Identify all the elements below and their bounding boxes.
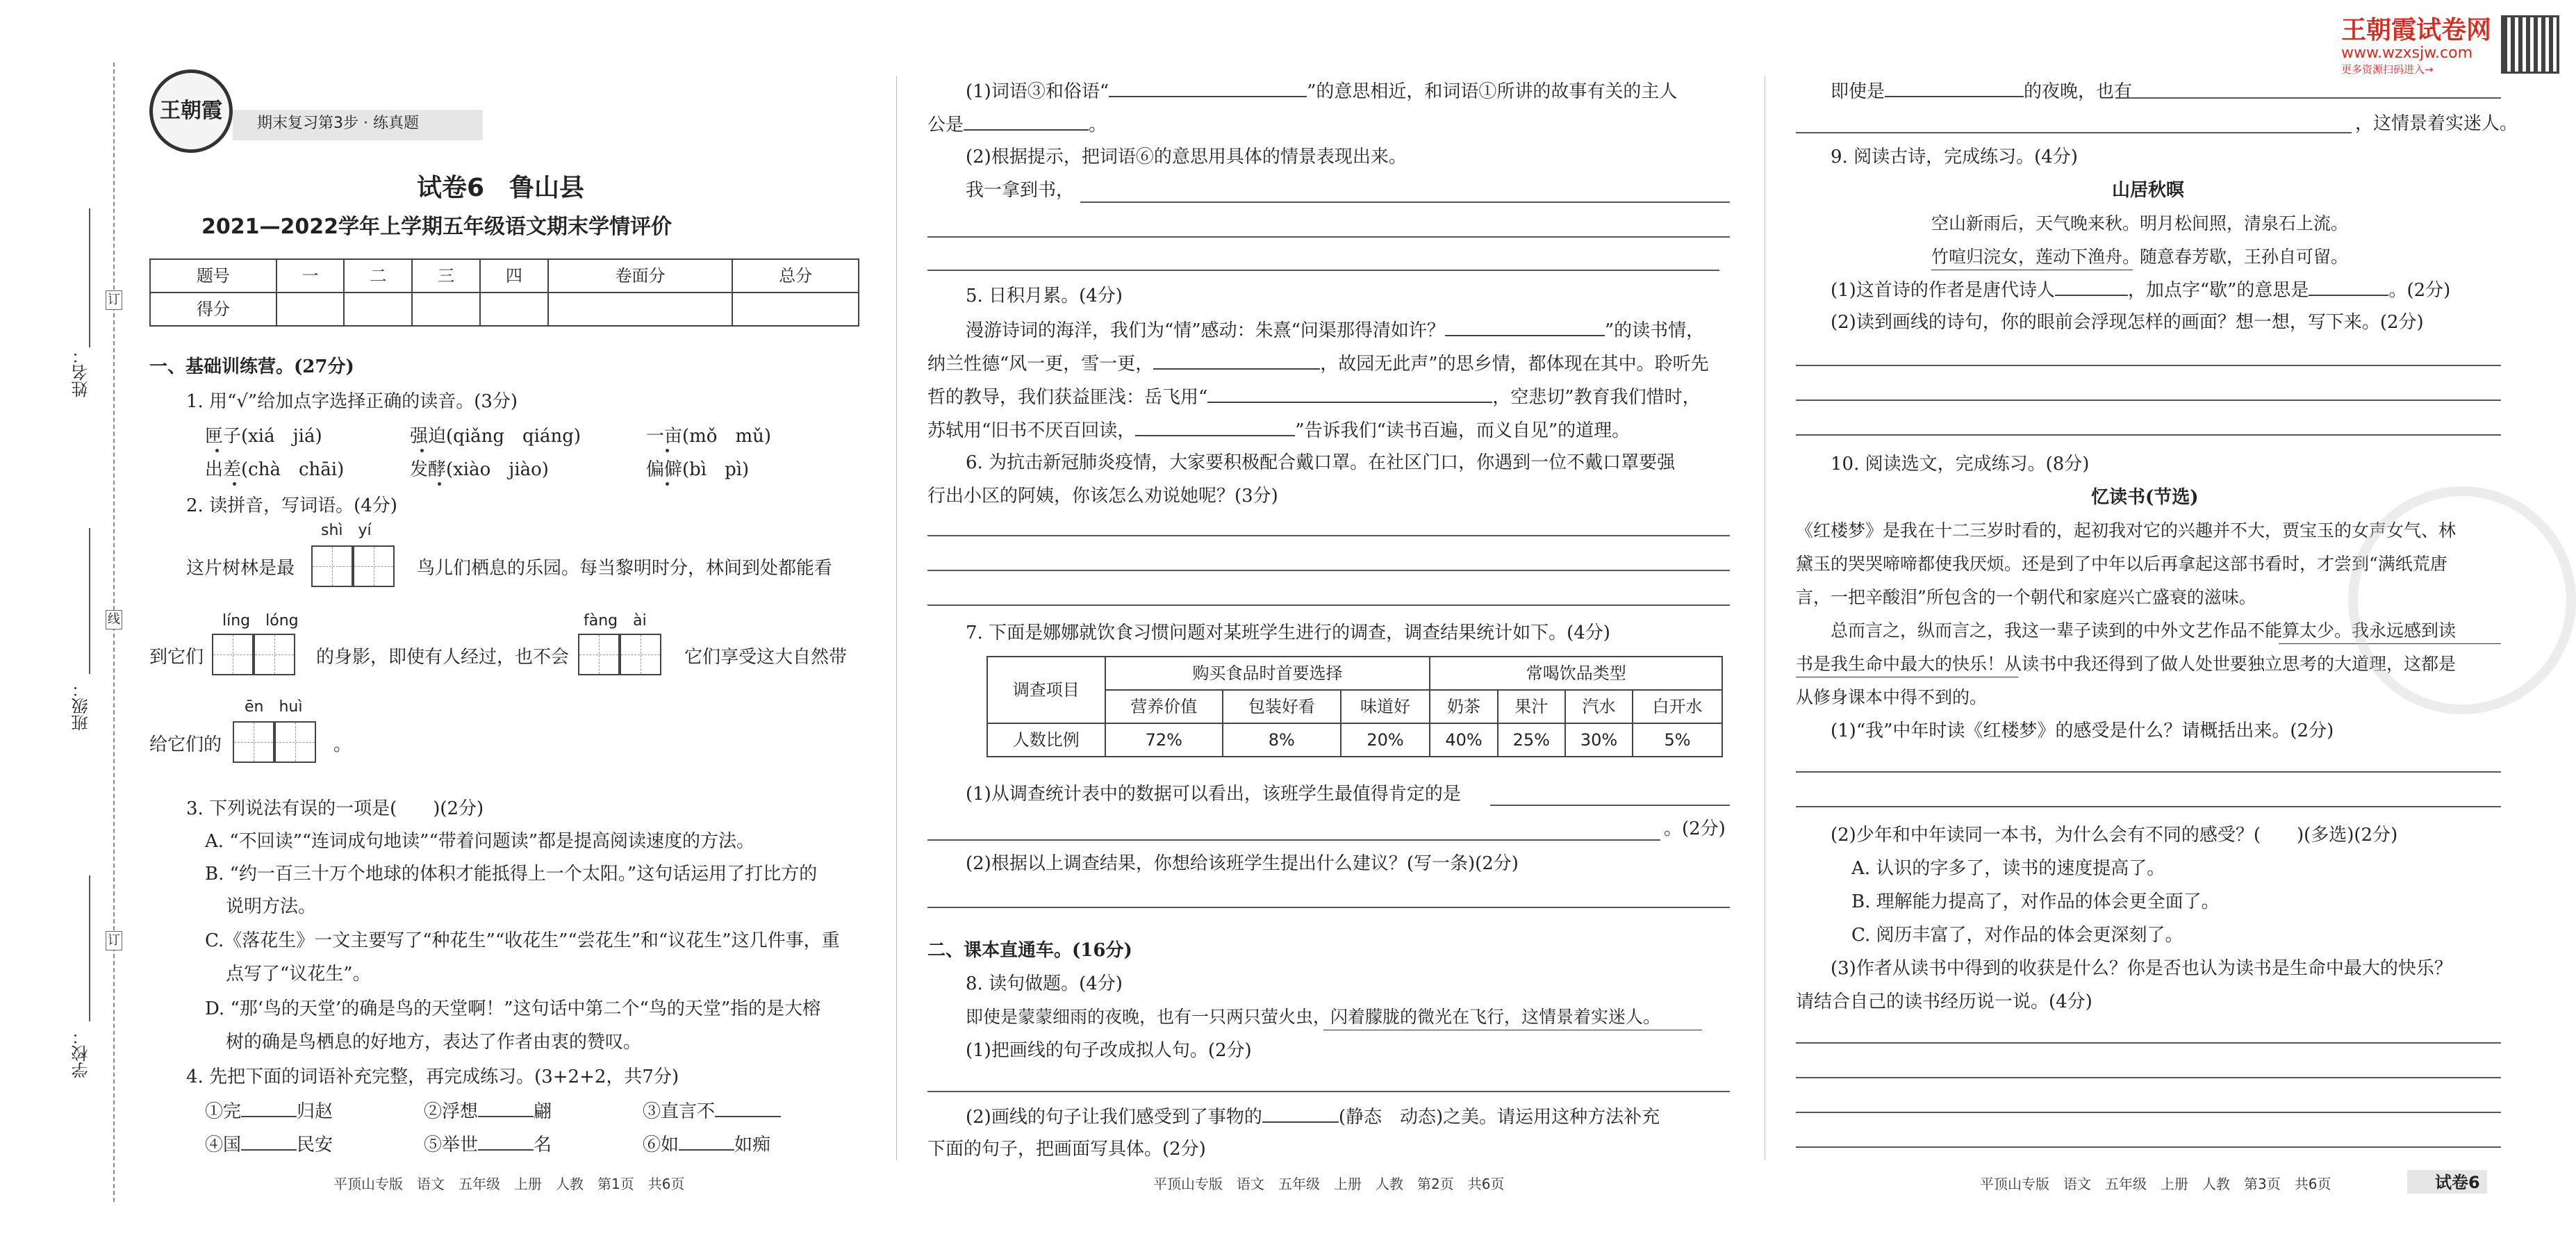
answer-line[interactable] xyxy=(1796,365,2501,366)
q1-item[interactable]: 偏僻(bì pì) xyxy=(646,459,750,480)
text: 漫游诗词的海洋，我们为“情”感动：朱熹“问渠那得清如许？ xyxy=(966,320,1445,341)
q10-prompt: 10. 阅读选文，完成练习。(8分) xyxy=(1831,454,2090,475)
text: 即使是 xyxy=(1831,81,1885,102)
q4-part: 如痴 xyxy=(734,1135,771,1155)
q7-sub1-score: 。(2分) xyxy=(1664,818,1726,839)
answer-line[interactable] xyxy=(927,236,1730,238)
q5-line xyxy=(927,350,1709,378)
passage-line: 《红楼梦》是我在十二三岁时看的，起初我对它的兴趣并不大，贾宝玉的女声女气、林 xyxy=(1796,520,2457,541)
binding-line xyxy=(113,63,115,1202)
school-label: 学校： xyxy=(72,1028,91,1078)
class-label: 班级： xyxy=(72,681,91,731)
q10-sub1: (1)“我”中年时读《红楼梦》的感受是什么？请概括出来。(2分) xyxy=(1831,721,2334,741)
survey-value: 5% xyxy=(1633,723,1722,757)
q10-option-b[interactable]: B. 理解能力提高了，对作品的体会更全面了。 xyxy=(1851,891,2220,912)
ribbon-text: 期末复习第3步 · 练真题 xyxy=(257,115,419,132)
score-cell[interactable] xyxy=(732,293,859,326)
q3-prompt: 3. 下列说法有误的一项是( )(2分) xyxy=(186,798,484,819)
q9-sub2: (2)读到画线的诗句，你的眼前会浮现怎样的画面？想一想，写下来。(2分) xyxy=(1831,312,2424,333)
q7-prompt: 7. 下面是娜娜就饮食习惯问题对某班学生进行的调查，调查结果统计如下。(4分) xyxy=(966,623,1610,643)
q4-part: 归赵 xyxy=(297,1101,333,1122)
answer-line[interactable] xyxy=(927,570,1730,571)
text: (1)词语③和俗语“ xyxy=(966,81,1109,102)
footer-page-1: 平顶山专版 语文 五年级 上册 人教 第1页 共6页 xyxy=(333,1176,685,1192)
passage-line: 从修身课本中得不到的。 xyxy=(1796,687,1988,707)
q5-line xyxy=(927,417,1630,445)
q1-item[interactable]: 匣子(xiá jiá) xyxy=(205,426,322,447)
score-header-cell: 三 xyxy=(412,259,480,293)
text: ”的读书情， xyxy=(1604,320,1705,341)
text: 的夜晚，也有 xyxy=(2024,81,2133,102)
q3-option-a[interactable]: A. “不回读”“连词成句地读”“带着问题读”都是提高阅读速度的方法。 xyxy=(205,831,755,852)
q8-prompt: 8. 读句做题。(4分) xyxy=(966,973,1123,994)
answer-line[interactable] xyxy=(1796,400,2501,401)
q8-sub2-cont: 下面的句子，把画面写具体。(2分) xyxy=(927,1139,1206,1160)
text: ，故园无此声”的思乡情，都体现在其中。聆听先 xyxy=(1320,354,1709,374)
page-title: 试卷6 鲁山县 xyxy=(417,174,585,202)
text: ，加点字“歇”的意思是 xyxy=(2127,280,2309,301)
binding-mark-ding: 订 xyxy=(106,290,122,310)
answer-grid[interactable] xyxy=(311,545,395,587)
brand-url: www.wzxsjw.com xyxy=(2341,44,2473,62)
survey-table xyxy=(986,656,1723,757)
score-header-cell: 题号 xyxy=(150,259,276,293)
pinyin: fàng ài xyxy=(584,612,647,629)
emphasis-dot xyxy=(420,449,424,452)
q4-part: 民安 xyxy=(297,1135,333,1155)
survey-col: 味道好 xyxy=(1341,690,1430,723)
q4-part: ①完 xyxy=(205,1101,242,1122)
page-subtitle: 2021—2022学年上学期五年级语文期末学情评价 xyxy=(201,215,672,239)
survey-group: 常喝饮品类型 xyxy=(1430,657,1722,690)
section2-title: 二、课本直通车。(16分) xyxy=(927,940,1132,961)
answer-line[interactable] xyxy=(927,1091,1730,1092)
q2-text: 。 xyxy=(333,734,352,755)
q8-sub1: (1)把画线的句子改成拟人句。(2分) xyxy=(966,1040,1252,1061)
text: (静态 动态)之美。请运用这种方法补充 xyxy=(1338,1107,1660,1128)
q6-prompt-cont: 行出小区的阿姨，你该怎么劝说她呢？(3分) xyxy=(927,486,1278,507)
answer-line[interactable] xyxy=(1796,806,2501,807)
q7-sub1: (1)从调查统计表中的数据可以看出，该班学生最值得肯定的是 xyxy=(966,784,1461,805)
watermark-seal xyxy=(2348,486,2576,714)
q3-option-d[interactable]: D. “那‘鸟的天堂’的确是鸟的天堂啊！”这句话中第二个“鸟的天堂”指的是大榕 xyxy=(205,998,821,1019)
q5-line xyxy=(966,317,1704,345)
answer-line[interactable] xyxy=(1080,201,1730,203)
poem-line: 竹喧归浣女，莲动下渔舟。随意春芳歇，王孙自可留。 xyxy=(1931,247,2349,267)
name-label: 姓名： xyxy=(72,347,91,397)
q1-item[interactable]: 出差(chà chāi) xyxy=(205,459,345,480)
survey-value: 25% xyxy=(1498,723,1565,757)
q4-item[interactable] xyxy=(424,1098,552,1126)
class-line xyxy=(89,528,90,674)
q2-text: 鸟儿们栖息的乐园。每当黎明时分，林间到处都能看 xyxy=(417,558,833,579)
score-cell[interactable] xyxy=(548,293,732,326)
survey-value: 40% xyxy=(1430,723,1497,757)
q8-sub2 xyxy=(966,1103,1660,1131)
text: 公是 xyxy=(927,115,964,135)
q3-option-c-cont: 点写了“议花生”。 xyxy=(226,964,371,985)
survey-col: 汽水 xyxy=(1565,690,1633,723)
emphasis-dot xyxy=(666,482,669,486)
q4-part: ③直言不 xyxy=(643,1101,716,1122)
score-cell[interactable] xyxy=(344,293,412,326)
answer-line[interactable] xyxy=(1796,434,2501,436)
answer-line[interactable] xyxy=(1490,805,1730,806)
score-header-cell: 卷面分 xyxy=(548,259,732,293)
q5-prompt: 5. 日积月累。(4分) xyxy=(966,286,1123,306)
answer-line[interactable] xyxy=(1796,1112,2501,1113)
q3-option-b-cont: 说明方法。 xyxy=(226,896,317,917)
q1-item[interactable]: 强迫(qiǎng qiáng) xyxy=(410,426,581,447)
footer-page-2: 平顶山专版 语文 五年级 上册 人教 第2页 共6页 xyxy=(1153,1176,1505,1192)
survey-value: 30% xyxy=(1565,723,1633,757)
q4-prompt: 4. 先把下面的词语补充完整，再完成练习。(3+2+2，共7分) xyxy=(186,1067,679,1087)
passage-line: 总而言之，纵而言之，我这一辈子读到的中外文艺作品不能算太少。我永远感到读 xyxy=(1831,620,2457,641)
school-line xyxy=(89,875,90,1021)
q1-item[interactable]: 一亩(mǒ mǔ) xyxy=(646,426,771,447)
q3-option-b[interactable]: B. “约一百三十万个地球的体积才能抵得上一个太阳。”这句话运用了打比方的 xyxy=(205,864,818,884)
score-row-label: 得分 xyxy=(150,293,276,326)
q4-item[interactable] xyxy=(205,1098,333,1126)
q4-part: ⑥如 xyxy=(643,1135,679,1155)
survey-label: 调查项目 xyxy=(987,657,1105,723)
q2-text: 的身影，即使有人经过，也不会 xyxy=(316,647,570,668)
q2-text: 它们享受这大自然带 xyxy=(684,647,848,668)
answer-line[interactable] xyxy=(1796,132,2352,133)
q8-fill-line xyxy=(1831,78,2132,106)
q7-sub2: (2)根据以上调查结果，你想给该班学生提出什么建议？(写一条)(2分) xyxy=(966,853,1519,874)
name-line xyxy=(89,208,90,347)
score-header-cell: 总分 xyxy=(732,259,859,293)
pinyin: shì yí xyxy=(321,522,372,539)
text: 。(2分) xyxy=(2388,280,2451,301)
answer-line[interactable] xyxy=(927,535,1730,536)
answer-grid[interactable] xyxy=(212,634,295,675)
text: 。 xyxy=(1089,115,1107,135)
answer-line[interactable] xyxy=(927,604,1730,606)
passage-line: 言，一把辛酸泪”所包含的一个朝代和家庭兴亡盛衰的滋味。 xyxy=(1796,587,2256,607)
footer-page-3: 平顶山专版 语文 五年级 上册 人教 第3页 共6页 xyxy=(1980,1176,2331,1192)
survey-col: 奶茶 xyxy=(1430,690,1497,723)
survey-col: 包装好看 xyxy=(1223,690,1341,723)
q4-sub1 xyxy=(966,78,1677,106)
text: (2)画线的句子让我们感受到了事物的 xyxy=(966,1107,1262,1128)
column-divider xyxy=(896,76,897,1160)
answer-line[interactable] xyxy=(927,270,1719,271)
emphasis-dot xyxy=(215,449,219,452)
q5-line xyxy=(927,384,1701,411)
q2-text: 给它们的 xyxy=(149,734,222,755)
survey-col: 果汁 xyxy=(1498,690,1565,723)
q4-part: ④国 xyxy=(205,1135,242,1155)
passage-line: 书是我生命中最大的快乐！从读书中我还得到了做人处世要独立思考的大道理，这都是 xyxy=(1796,654,2457,674)
q10-option-c[interactable]: C. 阅历丰富了，对作品的体会更深刻了。 xyxy=(1851,925,2183,946)
survey-col: 白开水 xyxy=(1633,690,1722,723)
answer-line[interactable] xyxy=(2115,97,2501,99)
brand-tagline: 更多资源扫码进入→ xyxy=(2341,63,2434,76)
survey-rowlabel: 人数比例 xyxy=(987,723,1105,757)
text: 纳兰性德“风一更，雪一更， xyxy=(927,354,1154,374)
binding-mark-xian: 线 xyxy=(106,610,122,629)
q3-option-d-cont: 树的确是鸟栖息的好地方，表达了作者由衷的赞叹。 xyxy=(226,1032,642,1053)
survey-group: 购买食品时首要选择 xyxy=(1105,657,1430,690)
text: (1)这首诗的作者是唐代诗人 xyxy=(1831,280,2055,301)
answer-line[interactable] xyxy=(1796,1042,2501,1044)
text: ”的意思相近，和词语①所讲的故事有关的主人 xyxy=(1307,81,1678,102)
q4-sub1-cont xyxy=(927,111,1107,139)
q4-part: 翩 xyxy=(534,1101,552,1122)
q6-prompt: 6. 为抗击新冠肺炎疫情，大家要积极配合戴口罩。在社区门口，你遇到一位不戴口罩要强 xyxy=(966,452,1676,473)
emphasis-dot xyxy=(438,482,441,486)
q8-fill-end: ，这情景着实迷人。 xyxy=(2355,113,2518,134)
answer-line[interactable] xyxy=(1796,771,2501,773)
q2-text: 这片树林是最 xyxy=(186,558,295,579)
text: ”告诉我们“读书百遍，而义自见”的道理。 xyxy=(1295,420,1630,441)
emphasis-dot xyxy=(666,449,669,452)
q2-prompt: 2. 读拼音，写词语。(4分) xyxy=(186,495,397,516)
score-cell[interactable] xyxy=(276,293,345,326)
passage-title: 忆读书(节选) xyxy=(2091,487,2199,508)
q10-sub2: (2)少年和中年读同一本书，为什么会有不同的感受？( )(多选)(2分) xyxy=(1831,825,2398,846)
q4-part: ⑤举世 xyxy=(424,1135,479,1155)
answer-line[interactable] xyxy=(927,839,1660,841)
q4-item[interactable] xyxy=(643,1098,781,1126)
text: ，空悲切”教育我们惜时， xyxy=(1492,387,1701,408)
survey-value: 20% xyxy=(1341,723,1430,757)
answer-grid[interactable] xyxy=(233,721,316,763)
q4-item[interactable] xyxy=(643,1131,770,1159)
passage-line: 黛玉的哭哭啼啼都使我厌烦。还是到了中年以后再拿起这部书看时，才尝到“满纸荒唐 xyxy=(1796,554,2447,574)
badge-logo xyxy=(149,69,233,153)
poem-title: 山居秋暝 xyxy=(2112,180,2185,201)
poem-line: 空山新雨后，天气晚来秋。明月松间照，清泉石上流。 xyxy=(1931,213,2349,233)
answer-line[interactable] xyxy=(1796,1146,2501,1148)
q1-item[interactable]: 发酵(xiào jiào) xyxy=(410,459,549,480)
badge-text: 王朝霞 xyxy=(160,99,222,123)
paper-tag xyxy=(2407,1170,2487,1194)
q4-item[interactable] xyxy=(424,1131,552,1159)
section1-title: 一、基础训练营。(27分) xyxy=(149,356,354,377)
score-cell[interactable] xyxy=(412,293,480,326)
score-cell[interactable] xyxy=(480,293,548,326)
q9-sub1 xyxy=(1831,277,2450,304)
q10-sub3: (3)作者从读书中得到的收获是什么？你是否也认为读书是生命中最大的快乐？ xyxy=(1831,958,2452,979)
survey-value: 8% xyxy=(1223,723,1341,757)
q1-prompt: 1. 用“√”给加点字选择正确的读音。(3分) xyxy=(186,391,518,412)
text: 哲的教导，我们获益匪浅：岳飞用“ xyxy=(927,387,1208,408)
score-header-cell: 二 xyxy=(344,259,412,293)
score-table xyxy=(149,258,859,327)
survey-value: 72% xyxy=(1105,723,1223,757)
brand-name: 王朝霞试卷网 xyxy=(2341,16,2492,44)
pinyin: ēn huì xyxy=(245,698,303,716)
answer-grid[interactable] xyxy=(578,634,661,675)
score-header-cell: 一 xyxy=(276,259,345,293)
answer-line[interactable] xyxy=(927,907,1730,908)
q4-item[interactable] xyxy=(205,1131,333,1159)
q10-sub3-cont: 请结合自己的读书经历说一说。(4分) xyxy=(1796,991,2092,1012)
q8-sentence: 即使是蒙蒙细雨的夜晚，也有一只两只萤火虫，闪着朦胧的微光在飞行，这情景着实迷人。 xyxy=(966,1007,1661,1027)
qr-code-icon[interactable] xyxy=(2501,15,2559,74)
q4-part: ②浮想 xyxy=(424,1101,479,1122)
q9-prompt: 9. 阅读古诗，完成练习。(4分) xyxy=(1831,147,2078,167)
q3-option-c[interactable]: C.《落花生》一文主要写了“种花生”“收花生”“尝花生”和“议花生”这几件事，重 xyxy=(205,930,840,951)
q4-part: 名 xyxy=(534,1135,552,1155)
text: 苏轼用“旧书不厌百回读， xyxy=(927,420,1136,441)
q10-option-a[interactable]: A. 认识的字多了，读书的速度提高了。 xyxy=(1851,858,2165,879)
paper-tag-text: 试卷6 xyxy=(2435,1173,2480,1192)
q2-text: 到它们 xyxy=(149,647,204,668)
score-header-cell: 四 xyxy=(480,259,548,293)
pinyin: líng lóng xyxy=(222,612,299,629)
emphasis-dot xyxy=(233,482,236,486)
q4-sub2: (2)根据提示，把词语⑥的意思用具体的情景表现出来。 xyxy=(966,147,1407,167)
answer-line[interactable] xyxy=(1796,1077,2501,1078)
binding-mark-ding2: 订 xyxy=(106,931,122,950)
survey-col: 营养价值 xyxy=(1105,690,1223,723)
q4-sub2-start: 我一拿到书， xyxy=(966,180,1075,201)
